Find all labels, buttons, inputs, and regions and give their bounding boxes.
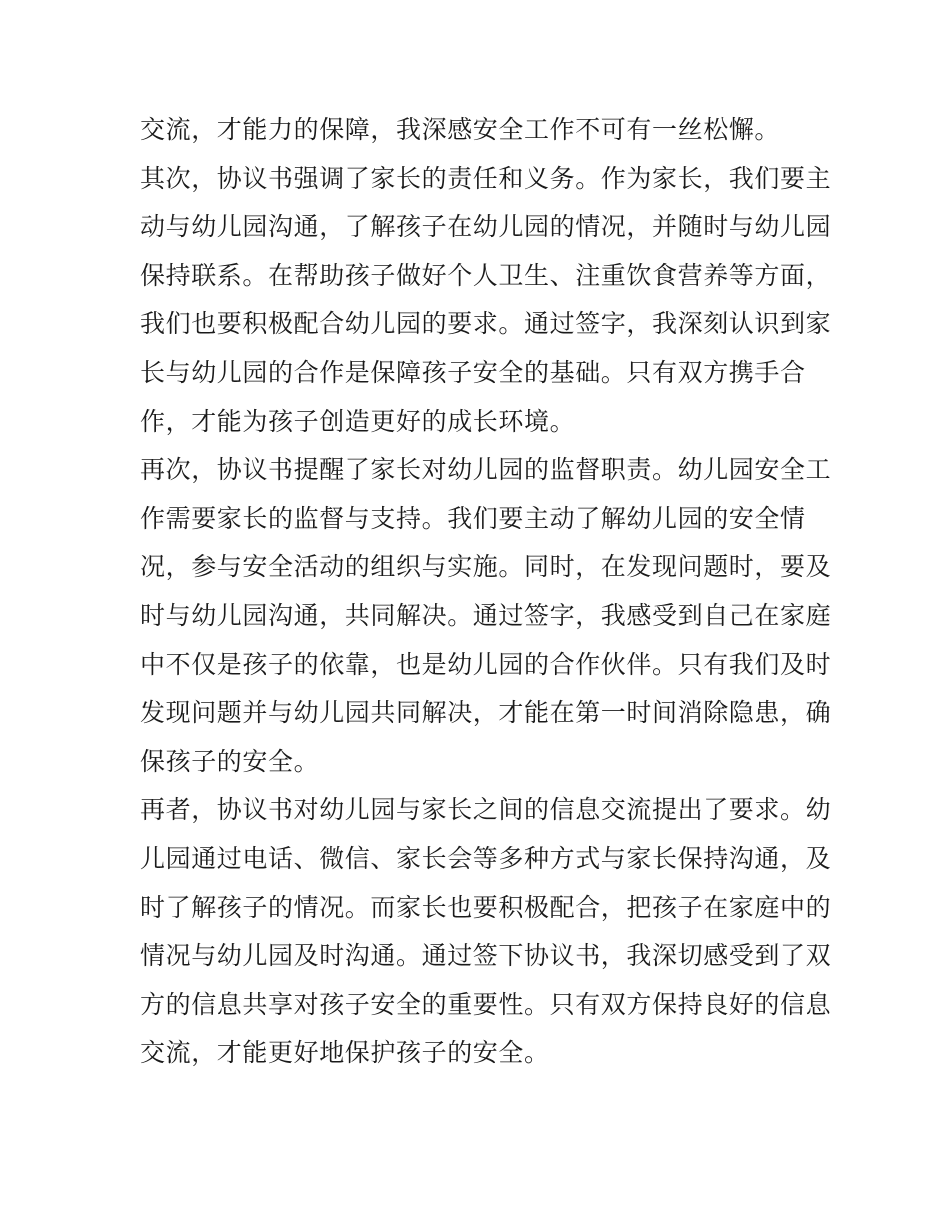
text-line: 时了解孩子的情况。而家长也要积极配合，把孩子在家庭中的 [140,892,832,922]
text-line: 我们也要积极配合幼儿园的要求。通过签字，我深刻认识到家 [140,309,832,339]
text-line: 交流，才能力的保障，我深感安全工作不可有一丝松懈。 [140,115,781,144]
text-line: 再者，协议书对幼儿园与家长之间的信息交流提出了要求。幼 [140,795,832,825]
text-line: 其次，协议书强调了家长的责任和义务。作为家长，我们要主 [140,163,832,193]
text-line: 作需要家长的监督与支持。我们要主动了解幼儿园的安全情 [140,503,806,533]
text-line: 作，才能为孩子创造更好的成长环境。 [140,406,576,436]
text-line: 情况与幼儿园及时沟通。通过签下协议书，我深切感受到了双 [140,941,832,971]
text-line: 动与幼儿园沟通，了解孩子在幼儿园的情况，并随时与幼儿园 [140,212,832,242]
text-line: 况，参与安全活动的组织与实施。同时，在发现问题时，要及 [140,552,832,582]
document-body [140,106,832,1078]
text-line: 方的信息共享对孩子安全的重要性。只有双方保持良好的信息 [140,989,832,1019]
text-line: 长与幼儿园的合作是保障孩子安全的基础。只有双方携手合 [140,357,806,387]
text-line: 再次，协议书提醒了家长对幼儿园的监督职责。幼儿园安全工 [140,455,832,485]
text-line: 保持联系。在帮助孩子做好个人卫生、注重饮食营养等方面， [140,260,832,290]
text-line: 中不仅是孩子的依靠，也是幼儿园的合作伙伴。只有我们及时 [140,649,832,679]
text-line: 儿园通过电话、微信、家长会等多种方式与家长保持沟通，及 [140,843,832,873]
text-line: 时与幼儿园沟通，共同解决。通过签字，我感受到自己在家庭 [140,600,832,630]
text-line: 交流，才能更好地保护孩子的安全。 [140,1038,550,1068]
text-line: 保孩子的安全。 [140,746,320,776]
text-line: 发现问题并与幼儿园共同解决，才能在第一时间消除隐患，确 [140,698,832,728]
